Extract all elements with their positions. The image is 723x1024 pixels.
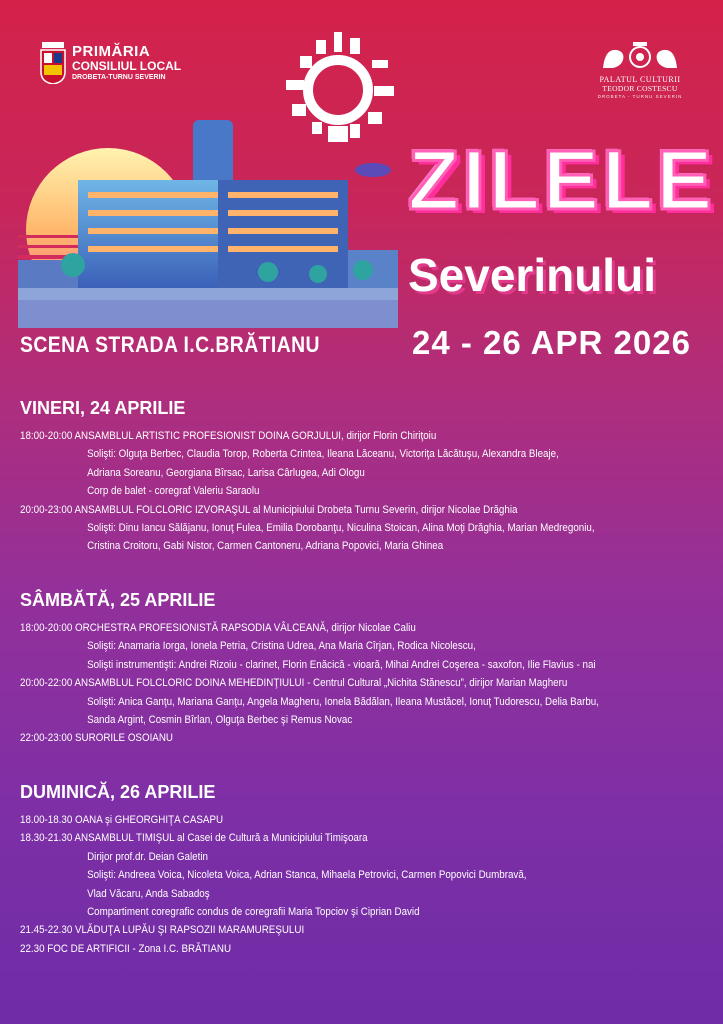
event-dates: 24 - 26 APR 2026 [412,324,691,361]
schedule-line: Corp de balet - coregraf Valeriu Saraolu [87,485,260,498]
day-title: SÂMBĂTĂ, 25 APRILIE [20,590,216,610]
schedule-line: Solişti: Olguţa Berbec, Claudia Torop, Roberta Crintea, Ileana Lăceanu, Victoriţa Lăcătuşu, Alexandra Bleaje, [87,448,559,461]
venue-label: SCENA STRADA I.C.BRĂTIANU [20,332,320,357]
city-name: DROBETA-TURNU SEVERIN [72,74,166,82]
schedule-line: 18:00-20:00 ORCHESTRA PROFESIONISTĂ RAPSODIA VÂLCEANĂ, dirijor Nicolae Caliu [20,622,416,634]
schedule-line: Solişti: Dinu Iancu Sălăjanu, Ionuţ Fulea, Emilia Dorobanţu, Niculina Stoican, Alina Moţi Drăghia, Marian Medregoniu, [87,522,595,535]
schedule-line: Solişti instrumentişti: Andrei Rizoiu - clarinet, Florin Enăcică - vioară, Mihai Andrei Coşerea - saxofon, Ilie Flavius - nai [87,658,596,671]
poster-subtitle: Severinului [408,249,656,301]
schedule-line: Adriana Soreanu, Georgiana Bîrsac, Larisa Cârlugea, Adi Ologu [87,466,365,479]
day-friday-section [20,398,710,556]
day-title: VINERI, 24 APRILIE [20,398,186,418]
palatul-culturii-logo [590,42,690,99]
schedule-line: 18:00-20:00 ANSAMBLUL ARTISTIC PROFESIONIST DOINA GORJULUI, dirijor Florin Chiriţoiu [20,430,437,442]
schedule-line: Sanda Argint, Cosmin Bîrlan, Olguţa Berbec şi Remus Novac [87,714,353,727]
schedule-line: 22:00-23:00 SURORILE OSOIANU [20,732,173,745]
schedule-line: 18.30-21.30 ANSAMBLUL TIMIŞUL al Casei de Cultură a Municipiului Timişoara [20,832,368,845]
schedule-line: Solişti: Andreea Voica, Nicoleta Voica, Adrian Stanca, Mihaela Petrovici, Carmen Popovici Dumbravă, [87,869,527,882]
day-sunday-section [20,782,710,958]
palat-line1: PALATUL CULTURII [599,75,681,84]
primaria-title: PRIMĂRIA [72,43,151,60]
consiliul-local: CONSILIUL LOCAL [72,58,182,73]
schedule-line: 20:00-22:00 ANSAMBLUL FOLCLORIC DOINA MEHEDINŢIULUI - Centrul Cultural „Nichita Stănescu”, dirijor Marian Magheru [20,677,568,690]
schedule-line: Solişti: Anamaria Iorga, Ionela Petria, Cristina Udrea, Ana Maria Cîrjan, Rodica Nicolescu, [87,640,476,653]
schedule-line: Dirijor prof.dr. Deian Galetin [87,850,208,863]
schedule-line: Compartiment coregrafic condus de coregrafii Maria Topciov şi Ciprian David [87,906,420,919]
schedule-line: 22.30 FOC DE ARTIFICII - Zona I.C. BRĂTIANU [20,942,232,955]
palace-crest-icon [595,42,685,72]
schedule-line: Solişti: Anica Ganţu, Mariana Ganţu, Angela Magheru, Ionela Bădălan, Ileana Mustăcel, Ionuţ Tudorescu, Delia Barbu, [87,695,599,708]
palat-line2: TEODOR COSTESCU [602,84,678,93]
schedule-line: Cristina Croitoru, Gabi Nistor, Carmen Cantoneru, Adriana Popovici, Maria Ghinea [87,540,444,553]
poster-title: ZILELE [408,133,716,227]
day-saturday-section [20,590,710,748]
schedule-line: 18.00-18.30 OANA şi GHEORGHIŢA CASAPU [20,814,224,826]
schedule-line: 20:00-23:00 ANSAMBLUL FOLCLORIC IZVORAŞUL al Municipiului Drobeta Turnu Severin, dirijor Nicolae Drăghia [20,503,518,516]
city-ring-icon [286,32,394,142]
schedule-line: 21.45-22.30 VLĂDUŢA LUPĂU ŞI RAPSOZII MARAMUREŞULUI [20,924,305,937]
palat-line3: DROBETA - TURNU SEVERIN [597,94,683,99]
city-illustration [18,30,418,330]
schedule-line: Vlad Văcaru, Anda Sabadoş [87,887,210,900]
day-title: DUMINICĂ, 26 APRILIE [20,782,216,802]
